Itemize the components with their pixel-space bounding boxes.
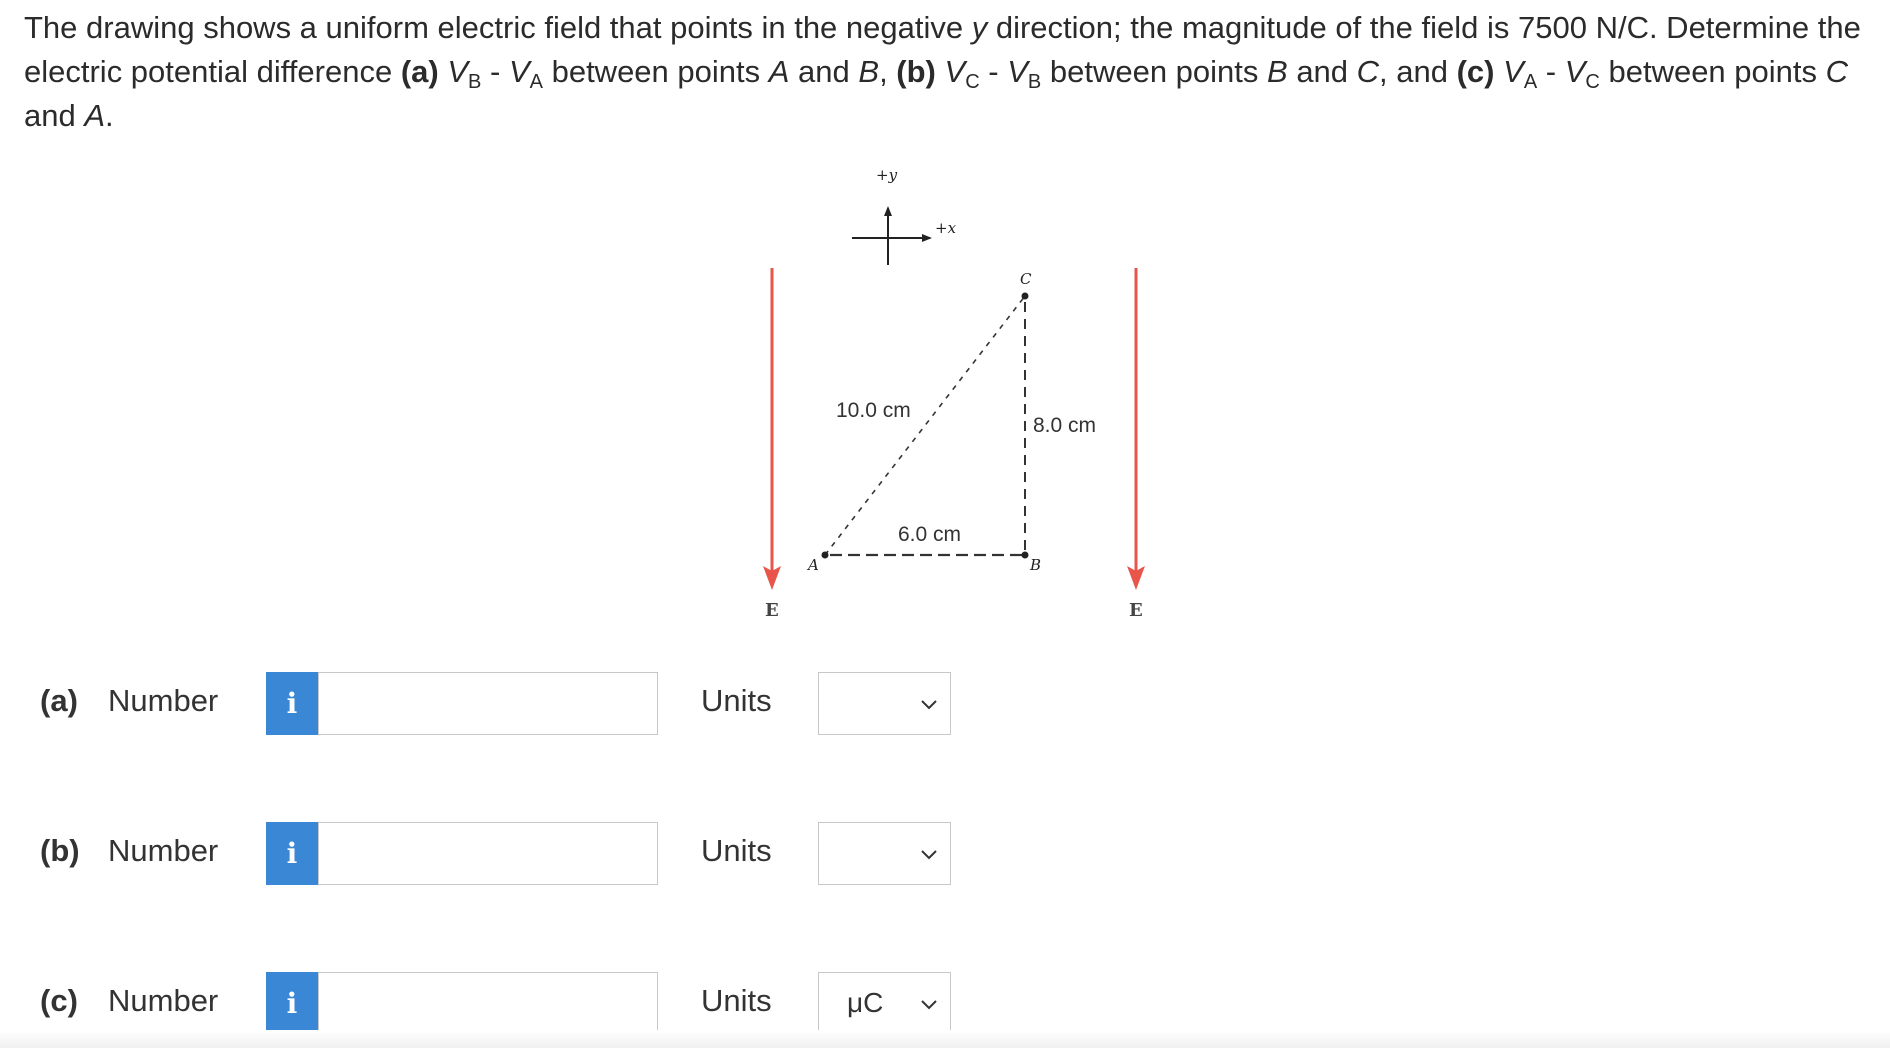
vertical-length: 8.0 cm — [1033, 414, 1097, 437]
answer-row-b — [0, 817, 1890, 887]
number-label: Number — [108, 983, 219, 1018]
field-label-right: E — [1129, 600, 1143, 621]
chevron-down-icon — [918, 843, 940, 865]
info-button[interactable]: i — [266, 822, 318, 885]
units-label: Units — [701, 983, 772, 1018]
axis-x-label: +x — [935, 219, 957, 237]
part-label: (c) — [40, 983, 78, 1018]
units-label: Units — [701, 683, 772, 718]
part-label: (b) — [40, 833, 80, 868]
answer-row-c — [0, 967, 1890, 1037]
part-a-label: (a) — [400, 54, 439, 89]
units-label: Units — [701, 833, 772, 868]
part-b-label: (b) — [896, 54, 936, 89]
number-input-b[interactable] — [318, 822, 658, 885]
selected-unit: μC — [847, 987, 884, 1018]
triangle-abc — [822, 293, 1029, 559]
info-button[interactable]: i — [266, 672, 318, 735]
number-input-c[interactable] — [318, 972, 658, 1035]
units-select-b[interactable] — [818, 822, 951, 885]
horizontal-length: 6.0 cm — [898, 523, 962, 546]
field-label-left: E — [765, 600, 779, 621]
point-a-label: A — [808, 556, 819, 574]
point-c-label: C — [1020, 270, 1032, 288]
point-b-label: B — [1030, 556, 1042, 574]
number-label: Number — [108, 833, 219, 868]
hypotenuse-length: 10.0 cm — [836, 399, 911, 422]
bottom-edge — [0, 1030, 1890, 1048]
question-text: The drawing shows a uniform electric field that points in the negative y direction; the magnitude of the field is 7500 N/C. Determine the electric potential difference (a) $V_B - V_A$ between points A and B, (b) $V_C - V_B$ between points B and C, and (c) $V_A - V_C$ between points C and A. — [24, 10, 1861, 133]
part-label: (a) — [40, 683, 78, 718]
field-arrow-left — [763, 268, 781, 590]
axes-icon — [852, 208, 930, 265]
info-button[interactable]: i — [266, 972, 318, 1035]
answer-row-a — [0, 667, 1890, 737]
chevron-down-icon — [918, 993, 940, 1015]
number-label: Number — [108, 683, 219, 718]
field-arrow-right — [1127, 268, 1145, 590]
field-diagram — [700, 150, 1220, 630]
units-select-a[interactable] — [818, 672, 951, 735]
axis-y-label: +y — [876, 166, 898, 184]
chevron-down-icon — [918, 693, 940, 715]
units-select-c[interactable] — [818, 972, 951, 1035]
number-input-a[interactable] — [318, 672, 658, 735]
part-c-label: (c) — [1456, 54, 1495, 89]
